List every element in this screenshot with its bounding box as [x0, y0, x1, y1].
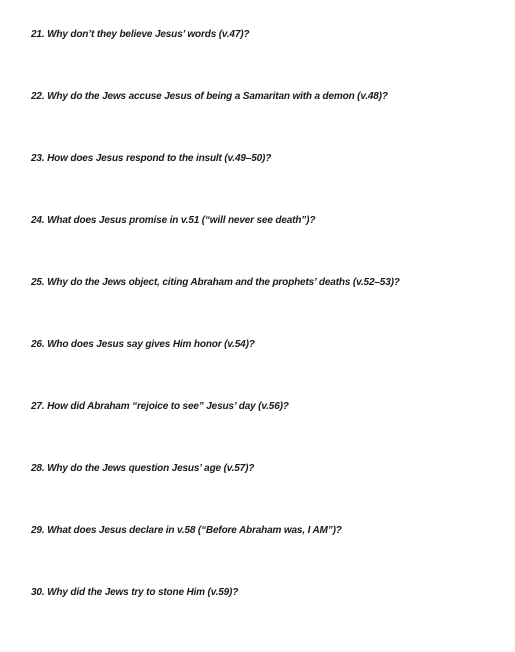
question-30: 30. Why did the Jews try to stone Him (v.59)? — [31, 587, 239, 598]
question-21: 21. Why don’t they believe Jesus’ words (v.47)? — [31, 29, 250, 40]
question-22: 22. Why do the Jews accuse Jesus of being a Samaritan with a demon (v.48)? — [31, 91, 388, 102]
question-23: 23. How does Jesus respond to the insult (v.49–50)? — [31, 153, 272, 164]
question-28: 28. Why do the Jews question Jesus’ age (v.57)? — [31, 463, 255, 474]
question-25: 25. Why do the Jews object, citing Abraham and the prophets’ deaths (v.52–53)? — [31, 277, 400, 288]
question-29: 29. What does Jesus declare in v.58 (“Before Abraham was, I AM”)? — [31, 525, 342, 536]
question-27: 27. How did Abraham “rejoice to see” Jesus’ day (v.56)? — [31, 401, 289, 412]
question-24: 24. What does Jesus promise in v.51 (“will never see death”)? — [31, 215, 316, 226]
question-26: 26. Who does Jesus say gives Him honor (v.54)? — [31, 339, 255, 350]
